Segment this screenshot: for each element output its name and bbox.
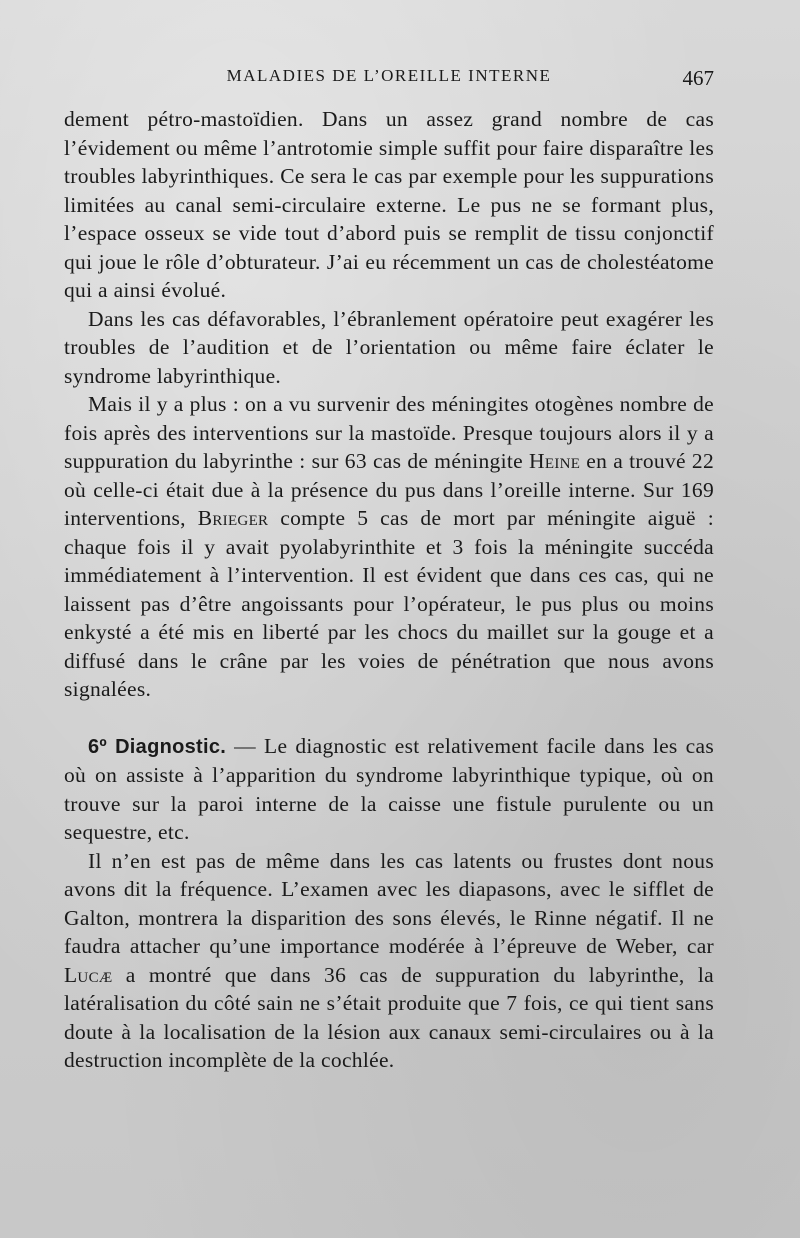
paragraph-text: en a trouvé 22 où celle-ci était due à la présence du pus dans l’oreille interne. Sur 169 interventions, — [64, 449, 714, 530]
paragraph-continuation — [64, 105, 714, 305]
paragraph-text: compte 5 cas de mort par méningite aiguë : chaque fois il y avait pyolabyrinthite et 3 fois la méningite succéda immédiatement à l’intervention. Il est évident que dans ces cas, qui ne laissent pas d’être angoissants pour l’opérateur, le pus plus ou moins enkysté a été mis en liberté par les chocs du maillet sur la gouge et a diffusé dans le crâne par les voies de pénétration que nous avons signalées. — [64, 506, 714, 701]
running-title: MALADIES DE L’OREILLE INTERNE — [226, 66, 552, 85]
paragraph-text: Dans les cas défavorables, l’ébranlement opératoire peut exagérer les troubles de l’audition et de l’orientation ou même faire éclater le syndrome labyrinthique. — [64, 306, 714, 388]
paragraph-diagnostic — [64, 732, 714, 847]
paragraph-text: dement pétro-mastoïdien. Dans un assez grand nombre de cas l’évidement ou même l’antrotomie simple suffit pour faire disparaître les troubles labyrinthiques. Ce sera le cas par exemple pour les suppurations limitées au canal semi-circulaire externe. Le pus ne se formant plus, l’espace osseux se vide tout d’abord puis se remplit de tissu conjonctif qui joue le rôle d’obturateur. J’ai eu récemment un cas de cholestéatome qui a ainsi évolué. — [64, 107, 714, 302]
section-spacer — [64, 704, 714, 732]
paragraph-latent-cases — [64, 847, 714, 1075]
paragraph-text: a montré que dans 36 cas de suppuration du labyrinthe, la latéralisation du côté sain ne s’était produite que 7 fois, ce qui tient sans doute à la localisation de la lésion aux canaux semi-circulaires ou à la destruction incomplète de la cochlée. — [64, 962, 714, 1072]
running-head — [64, 66, 714, 94]
paragraph-text: — Le diagnostic est relativement facile dans les cas où on assiste à l’apparition du syndrome labyrinthique typique, où on trouve sur la paroi interne de la caisse une fistule purulente ou un sequestre, etc. — [64, 733, 714, 844]
paragraph-text: Il n’en est pas de même dans les cas latents ou frustes dont nous avons dit la fréquence. L’examen avec les diapasons, avec le sifflet de Galton, montrera la disparition des sons élevés, le Rinne négatif. Il ne faudra attacher qu’une importance modérée à l’épreuve de Weber, car — [64, 848, 714, 958]
paragraph-unfavorable-cases — [64, 305, 714, 391]
page-number: 467 — [682, 66, 714, 90]
author-name-heine: Heine — [529, 449, 581, 473]
paragraph-meningitis — [64, 390, 714, 704]
paragraph-text: Mais il y a plus : on a vu survenir des méningites otogènes nombre de fois après des interventions sur la mastoïde. Presque toujours alors il y a suppuration du labyrinthe : sur 63 cas de méningite — [64, 392, 714, 473]
body-text — [64, 105, 714, 1075]
section-heading: Diagnostic. — [115, 735, 227, 758]
author-name-lucae: Lucæ — [64, 962, 113, 987]
author-name-brieger: Brieger — [197, 506, 269, 530]
section-number: 6º — [88, 735, 108, 758]
